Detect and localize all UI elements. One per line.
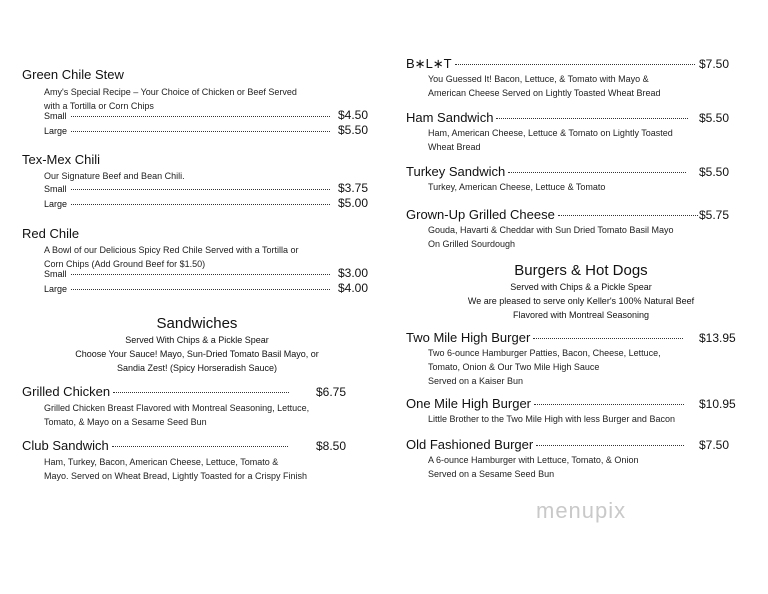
size-label: Small <box>44 184 67 194</box>
section-heading-sandwiches: Sandwiches <box>156 315 238 332</box>
desc-line: Grilled Chicken Breast Flavored with Montreal Seasoning, Lettuce, <box>44 403 310 413</box>
size-label: Small <box>44 269 67 279</box>
item-title: Club Sandwich <box>22 438 109 453</box>
price: $6.75 <box>316 385 347 399</box>
subheading-line: Choose Your Sauce! Mayo, Sun-Dried Tomato Basil Mayo, or <box>75 349 319 359</box>
menu-item-green-chile-stew <box>22 67 352 113</box>
price: $7.50 <box>699 438 730 452</box>
item-title: Old Fashioned Burger <box>406 437 534 452</box>
section-subheading <box>22 333 372 375</box>
price: $8.50 <box>316 439 347 453</box>
item-description <box>406 180 605 194</box>
section-heading-burgers: Burgers & Hot Dogs <box>514 262 648 279</box>
desc-line: Ham, Turkey, Bacon, American Cheese, Lettuce, Tomato & <box>44 457 279 467</box>
item-description <box>406 126 673 154</box>
size-label: Small <box>44 111 67 121</box>
price: $4.00 <box>337 281 368 295</box>
item-title: B∗L∗T <box>406 56 452 71</box>
subheading-line: Sandia Zest! (Spicy Horseradish Sauce) <box>116 363 278 373</box>
desc-line: Two 6-ounce Hamburger Patties, Bacon, Cheese, Lettuce, <box>428 348 661 358</box>
menu-item-club-sandwich <box>22 438 347 453</box>
dot-leader <box>536 445 684 446</box>
dot-leader <box>71 289 330 290</box>
size-row-small <box>44 108 368 122</box>
desc-line: Mayo. Served on Wheat Bread, Lightly Toasted for a Crispy Finish <box>44 471 307 481</box>
dot-leader <box>71 131 330 132</box>
dot-leader <box>558 215 698 216</box>
dot-leader <box>496 118 688 119</box>
watermark: menupix <box>536 498 627 523</box>
item-description <box>406 72 660 100</box>
dot-leader <box>508 172 686 173</box>
size-label: Large <box>44 199 68 209</box>
desc-line: Gouda, Havarti & Cheddar with Sun Dried Tomato Basil Mayo <box>428 225 674 235</box>
price: $5.50 <box>699 165 730 179</box>
size-row-large <box>44 281 368 295</box>
item-title: Tex-Mex Chili <box>22 152 101 167</box>
item-title: Two Mile High Burger <box>406 330 531 345</box>
item-title: Red Chile <box>22 226 80 241</box>
menu-item-blt <box>406 56 746 72</box>
menu-item-old-fashioned-burger <box>406 437 746 452</box>
desc-line: Turkey, American Cheese, Lettuce & Tomato <box>428 182 606 192</box>
menu-item-grilled-cheese <box>406 207 746 222</box>
size-row-small <box>44 266 368 280</box>
item-title: One Mile High Burger <box>406 396 531 411</box>
menu-item-two-mile-high-burger <box>406 330 746 345</box>
desc-line: Wheat Bread <box>428 142 481 152</box>
desc-line: American Cheese Served on Lightly Toasted Wheat Bread <box>428 88 661 98</box>
price: $5.00 <box>337 196 368 210</box>
size-row-large <box>44 196 368 210</box>
menu-item-grilled-chicken <box>22 384 347 399</box>
price: $3.00 <box>337 266 368 280</box>
dot-leader <box>71 116 330 117</box>
item-title: Ham Sandwich <box>406 110 494 125</box>
desc-line: A 6-ounce Hamburger with Lettuce, Tomato, & Onion <box>428 455 639 465</box>
subheading-line: Served With Chips & a Pickle Spear <box>125 335 269 345</box>
item-title: Turkey Sandwich <box>406 164 506 179</box>
dot-leader <box>71 189 330 190</box>
price: $7.50 <box>699 57 730 71</box>
section-subheading <box>426 280 736 322</box>
menu-item-ham-sandwich <box>406 110 746 125</box>
price: $5.50 <box>699 111 730 125</box>
dot-leader <box>113 392 289 393</box>
price: $3.75 <box>337 181 368 195</box>
item-title: Grown-Up Grilled Cheese <box>406 207 555 222</box>
desc-line: Little Brother to the Two Mile High with less Burger and Bacon <box>428 414 675 424</box>
desc-line: On Grilled Sourdough <box>428 239 516 249</box>
menu-item-turkey-sandwich <box>406 164 746 179</box>
item-description <box>406 223 673 251</box>
desc-line: Served on a Sesame Seed Bun <box>428 469 555 479</box>
dot-leader <box>112 446 288 447</box>
price: $13.95 <box>699 331 736 345</box>
size-row-small <box>44 181 368 195</box>
dot-leader <box>71 274 330 275</box>
price: $5.75 <box>699 208 730 222</box>
subheading-line: We are pleased to serve only Keller's 100% Natural Beef <box>467 296 695 306</box>
size-label: Large <box>44 126 68 136</box>
menu-item-one-mile-high-burger <box>406 396 746 411</box>
item-title: Grilled Chicken <box>22 384 111 399</box>
desc-line: Amy's Special Recipe – Your Choice of Chicken or Beef Served <box>44 87 297 97</box>
price: $5.50 <box>337 123 368 137</box>
item-description <box>22 401 309 429</box>
size-row-large <box>44 123 368 137</box>
dot-leader <box>71 204 330 205</box>
desc-line: Served on a Kaiser Bun <box>428 376 524 386</box>
subheading-line: Flavored with Montreal Seasoning <box>512 310 650 320</box>
item-description <box>22 455 307 483</box>
dot-leader <box>455 64 695 65</box>
price: $10.95 <box>699 397 736 411</box>
desc-line: A Bowl of our Delicious Spicy Red Chile Served with a Tortilla or <box>44 245 299 255</box>
desc-line: Tomato, Onion & Our Two Mile High Sauce <box>428 362 600 372</box>
dot-leader <box>534 404 684 405</box>
item-description <box>406 453 638 481</box>
subheading-line: Served with Chips & a Pickle Spear <box>510 282 652 292</box>
desc-line: with a Tortilla or Corn Chips <box>44 101 154 111</box>
item-description <box>406 346 661 388</box>
dot-leader <box>533 338 683 339</box>
desc-line: Ham, American Cheese, Lettuce & Tomato on Lightly Toasted <box>428 128 673 138</box>
menu-item-tex-mex-chili <box>22 152 352 183</box>
menu-item-red-chile <box>22 226 352 271</box>
item-description <box>406 412 675 426</box>
price: $4.50 <box>337 108 368 122</box>
desc-line: Corn Chips (Add Ground Beef for $1.50) <box>44 259 206 269</box>
desc-line: Our Signature Beef and Bean Chili. <box>44 171 185 181</box>
desc-line: Tomato, & Mayo on a Sesame Seed Bun <box>44 417 207 427</box>
size-label: Large <box>44 284 68 294</box>
item-title: Green Chile Stew <box>22 67 124 82</box>
desc-line: You Guessed It! Bacon, Lettuce, & Tomato with Mayo & <box>428 74 649 84</box>
